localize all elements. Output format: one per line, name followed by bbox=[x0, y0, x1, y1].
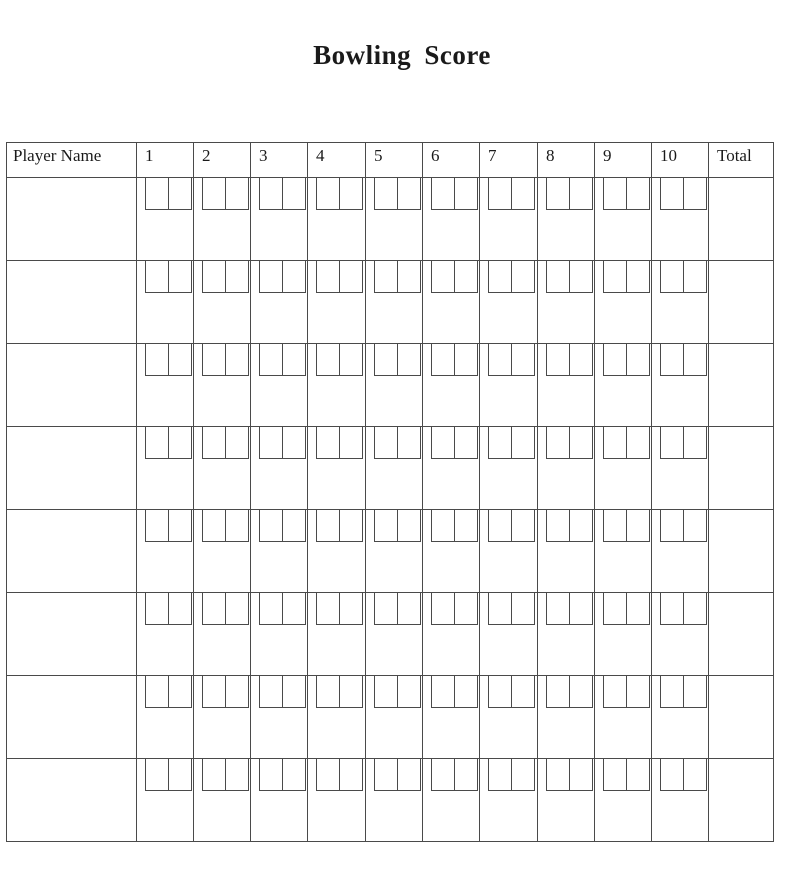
frame-score-cell[interactable] bbox=[595, 759, 652, 842]
mark-box-divider bbox=[626, 344, 627, 375]
ball-mark-boxes[interactable] bbox=[145, 759, 192, 791]
mark-box-divider bbox=[626, 261, 627, 292]
frame-score-cell[interactable] bbox=[251, 178, 308, 261]
ball-mark-boxes[interactable] bbox=[202, 427, 249, 459]
total-score-cell[interactable] bbox=[709, 759, 774, 842]
frame-score-cell[interactable] bbox=[251, 344, 308, 427]
frame-score-cell[interactable] bbox=[137, 676, 194, 759]
player-row bbox=[7, 759, 774, 842]
header-row bbox=[7, 143, 774, 178]
total-header: Total bbox=[709, 143, 774, 178]
frame-score-cell[interactable] bbox=[194, 427, 251, 510]
frame-score-cell[interactable] bbox=[423, 676, 480, 759]
ball-mark-boxes[interactable] bbox=[145, 427, 192, 459]
ball-mark-boxes[interactable] bbox=[660, 510, 707, 542]
frame-score-cell[interactable] bbox=[308, 427, 366, 510]
ball-mark-boxes[interactable] bbox=[660, 261, 707, 293]
ball-mark-boxes[interactable] bbox=[145, 261, 192, 293]
mark-box-divider bbox=[454, 676, 455, 707]
frame-score-cell[interactable] bbox=[366, 261, 423, 344]
player-row bbox=[7, 344, 774, 427]
player-name-cell[interactable] bbox=[7, 178, 137, 261]
frame-score-cell[interactable] bbox=[538, 344, 595, 427]
mark-box-divider bbox=[683, 759, 684, 790]
frame-score-cell[interactable] bbox=[480, 427, 538, 510]
ball-mark-boxes[interactable] bbox=[316, 510, 363, 542]
ball-mark-boxes[interactable] bbox=[603, 261, 650, 293]
frame-score-cell[interactable] bbox=[538, 759, 595, 842]
frame-score-cell[interactable] bbox=[251, 759, 308, 842]
mark-box-divider bbox=[397, 344, 398, 375]
ball-mark-boxes[interactable] bbox=[374, 759, 421, 791]
ball-mark-boxes[interactable] bbox=[546, 427, 593, 459]
frame-score-cell[interactable] bbox=[308, 676, 366, 759]
mark-box-divider bbox=[454, 510, 455, 541]
frame-header: 7 bbox=[480, 143, 538, 178]
ball-mark-boxes[interactable] bbox=[488, 178, 535, 210]
frame-score-cell[interactable] bbox=[251, 510, 308, 593]
ball-mark-boxes[interactable] bbox=[488, 676, 535, 708]
mark-box-divider bbox=[626, 676, 627, 707]
frame-header: 5 bbox=[366, 143, 423, 178]
ball-mark-boxes[interactable] bbox=[546, 510, 593, 542]
frame-score-cell[interactable] bbox=[366, 178, 423, 261]
frame-score-cell[interactable] bbox=[194, 593, 251, 676]
frame-score-cell[interactable] bbox=[480, 510, 538, 593]
frame-score-cell[interactable] bbox=[137, 178, 194, 261]
ball-mark-boxes[interactable] bbox=[546, 593, 593, 625]
frame-score-cell[interactable] bbox=[480, 178, 538, 261]
frame-score-cell[interactable] bbox=[480, 344, 538, 427]
frame-score-cell[interactable] bbox=[595, 510, 652, 593]
ball-mark-boxes[interactable] bbox=[145, 510, 192, 542]
mark-box-divider bbox=[626, 593, 627, 624]
mark-box-divider bbox=[225, 510, 226, 541]
mark-box-divider bbox=[225, 759, 226, 790]
mark-box-divider bbox=[339, 676, 340, 707]
player-name-cell[interactable] bbox=[7, 759, 137, 842]
frame-score-cell[interactable] bbox=[652, 759, 709, 842]
player-name-cell[interactable] bbox=[7, 344, 137, 427]
frame-score-cell[interactable] bbox=[194, 676, 251, 759]
mark-box-divider bbox=[454, 427, 455, 458]
frame-score-cell[interactable] bbox=[308, 178, 366, 261]
frame-score-cell[interactable] bbox=[137, 759, 194, 842]
frame-score-cell[interactable] bbox=[366, 676, 423, 759]
frame-score-cell[interactable] bbox=[423, 178, 480, 261]
mark-box-divider bbox=[569, 427, 570, 458]
mark-box-divider bbox=[626, 427, 627, 458]
ball-mark-boxes[interactable] bbox=[488, 593, 535, 625]
frame-score-cell[interactable] bbox=[538, 178, 595, 261]
ball-mark-boxes[interactable] bbox=[603, 510, 650, 542]
frame-score-cell[interactable] bbox=[480, 593, 538, 676]
frame-score-cell[interactable] bbox=[595, 344, 652, 427]
ball-mark-boxes[interactable] bbox=[374, 676, 421, 708]
player-name-cell[interactable] bbox=[7, 593, 137, 676]
frame-header: 4 bbox=[308, 143, 366, 178]
mark-box-divider bbox=[282, 593, 283, 624]
frame-header: 3 bbox=[251, 143, 308, 178]
frame-header: 10 bbox=[652, 143, 709, 178]
mark-box-divider bbox=[454, 178, 455, 209]
ball-mark-boxes[interactable] bbox=[374, 261, 421, 293]
mark-box-divider bbox=[683, 427, 684, 458]
mark-box-divider bbox=[511, 593, 512, 624]
ball-mark-boxes[interactable] bbox=[660, 759, 707, 791]
mark-box-divider bbox=[397, 510, 398, 541]
frame-score-cell[interactable] bbox=[423, 593, 480, 676]
frame-score-cell[interactable] bbox=[652, 261, 709, 344]
ball-mark-boxes[interactable] bbox=[546, 344, 593, 376]
ball-mark-boxes[interactable] bbox=[202, 178, 249, 210]
ball-mark-boxes[interactable] bbox=[259, 178, 306, 210]
mark-box-divider bbox=[683, 510, 684, 541]
mark-box-divider bbox=[626, 178, 627, 209]
frame-score-cell[interactable] bbox=[308, 510, 366, 593]
ball-mark-boxes[interactable] bbox=[374, 344, 421, 376]
ball-mark-boxes[interactable] bbox=[488, 510, 535, 542]
frame-score-cell[interactable] bbox=[652, 178, 709, 261]
ball-mark-boxes[interactable] bbox=[603, 178, 650, 210]
ball-mark-boxes[interactable] bbox=[202, 344, 249, 376]
ball-mark-boxes[interactable] bbox=[316, 178, 363, 210]
mark-box-divider bbox=[339, 759, 340, 790]
frame-score-cell[interactable] bbox=[595, 593, 652, 676]
player-row bbox=[7, 427, 774, 510]
page-title: Bowling Score bbox=[313, 40, 491, 70]
frame-score-cell[interactable] bbox=[137, 593, 194, 676]
ball-mark-boxes[interactable] bbox=[202, 510, 249, 542]
mark-box-divider bbox=[397, 261, 398, 292]
mark-box-divider bbox=[168, 676, 169, 707]
mark-box-divider bbox=[397, 593, 398, 624]
ball-mark-boxes[interactable] bbox=[546, 261, 593, 293]
mark-box-divider bbox=[397, 427, 398, 458]
ball-mark-boxes[interactable] bbox=[374, 178, 421, 210]
frame-score-cell[interactable] bbox=[480, 676, 538, 759]
total-score-cell[interactable] bbox=[709, 344, 774, 427]
mark-box-divider bbox=[168, 178, 169, 209]
mark-box-divider bbox=[168, 759, 169, 790]
total-score-cell[interactable] bbox=[709, 593, 774, 676]
frame-score-cell[interactable] bbox=[366, 593, 423, 676]
ball-mark-boxes[interactable] bbox=[374, 427, 421, 459]
score-table bbox=[6, 142, 774, 842]
mark-box-divider bbox=[397, 676, 398, 707]
ball-mark-boxes[interactable] bbox=[316, 344, 363, 376]
mark-box-divider bbox=[511, 427, 512, 458]
mark-box-divider bbox=[683, 261, 684, 292]
ball-mark-boxes[interactable] bbox=[145, 593, 192, 625]
frame-score-cell[interactable] bbox=[251, 676, 308, 759]
mark-box-divider bbox=[511, 510, 512, 541]
mark-box-divider bbox=[168, 427, 169, 458]
frame-score-cell[interactable] bbox=[595, 178, 652, 261]
ball-mark-boxes[interactable] bbox=[259, 510, 306, 542]
frame-score-cell[interactable] bbox=[194, 759, 251, 842]
ball-mark-boxes[interactable] bbox=[546, 178, 593, 210]
ball-mark-boxes[interactable] bbox=[316, 759, 363, 791]
ball-mark-boxes[interactable] bbox=[603, 759, 650, 791]
ball-mark-boxes[interactable] bbox=[431, 510, 478, 542]
player-name-cell[interactable] bbox=[7, 427, 137, 510]
frame-score-cell[interactable] bbox=[538, 593, 595, 676]
frame-score-cell[interactable] bbox=[652, 510, 709, 593]
mark-box-divider bbox=[225, 427, 226, 458]
frame-score-cell[interactable] bbox=[366, 510, 423, 593]
frame-score-cell[interactable] bbox=[137, 510, 194, 593]
mark-box-divider bbox=[626, 759, 627, 790]
ball-mark-boxes[interactable] bbox=[488, 344, 535, 376]
mark-box-divider bbox=[339, 178, 340, 209]
mark-box-divider bbox=[397, 759, 398, 790]
ball-mark-boxes[interactable] bbox=[660, 178, 707, 210]
frame-score-cell[interactable] bbox=[308, 593, 366, 676]
ball-mark-boxes[interactable] bbox=[431, 593, 478, 625]
ball-mark-boxes[interactable] bbox=[431, 759, 478, 791]
player-row bbox=[7, 510, 774, 593]
mark-box-divider bbox=[511, 676, 512, 707]
frame-score-cell[interactable] bbox=[480, 759, 538, 842]
frame-score-cell[interactable] bbox=[366, 759, 423, 842]
total-score-cell[interactable] bbox=[709, 676, 774, 759]
total-score-cell[interactable] bbox=[709, 261, 774, 344]
score-body bbox=[7, 178, 774, 842]
mark-box-divider bbox=[454, 593, 455, 624]
mark-box-divider bbox=[282, 676, 283, 707]
mark-box-divider bbox=[454, 344, 455, 375]
mark-box-divider bbox=[569, 593, 570, 624]
frame-score-cell[interactable] bbox=[423, 344, 480, 427]
frame-score-cell[interactable] bbox=[194, 344, 251, 427]
frame-score-cell[interactable] bbox=[137, 427, 194, 510]
mark-box-divider bbox=[282, 178, 283, 209]
frame-score-cell[interactable] bbox=[366, 344, 423, 427]
frame-score-cell[interactable] bbox=[595, 261, 652, 344]
frame-score-cell[interactable] bbox=[423, 261, 480, 344]
player-row bbox=[7, 676, 774, 759]
frame-score-cell[interactable] bbox=[480, 261, 538, 344]
ball-mark-boxes[interactable] bbox=[546, 676, 593, 708]
mark-box-divider bbox=[511, 261, 512, 292]
mark-box-divider bbox=[569, 261, 570, 292]
player-name-cell[interactable] bbox=[7, 261, 137, 344]
frame-score-cell[interactable] bbox=[194, 178, 251, 261]
ball-mark-boxes[interactable] bbox=[546, 759, 593, 791]
player-name-cell[interactable] bbox=[7, 676, 137, 759]
frame-header: 9 bbox=[595, 143, 652, 178]
mark-box-divider bbox=[683, 593, 684, 624]
frame-score-cell[interactable] bbox=[308, 759, 366, 842]
ball-mark-boxes[interactable] bbox=[316, 676, 363, 708]
total-score-cell[interactable] bbox=[709, 178, 774, 261]
ball-mark-boxes[interactable] bbox=[259, 676, 306, 708]
player-name-header: Player Name bbox=[7, 143, 137, 178]
mark-box-divider bbox=[569, 344, 570, 375]
mark-box-divider bbox=[282, 510, 283, 541]
frame-score-cell[interactable] bbox=[423, 510, 480, 593]
frame-header: 2 bbox=[194, 143, 251, 178]
ball-mark-boxes[interactable] bbox=[488, 427, 535, 459]
mark-box-divider bbox=[454, 261, 455, 292]
frame-score-cell[interactable] bbox=[194, 510, 251, 593]
frame-score-cell[interactable] bbox=[251, 261, 308, 344]
player-row bbox=[7, 178, 774, 261]
mark-box-divider bbox=[339, 427, 340, 458]
ball-mark-boxes[interactable] bbox=[431, 676, 478, 708]
ball-mark-boxes[interactable] bbox=[431, 261, 478, 293]
frame-header: 1 bbox=[137, 143, 194, 178]
ball-mark-boxes[interactable] bbox=[488, 759, 535, 791]
mark-box-divider bbox=[569, 759, 570, 790]
frame-score-cell[interactable] bbox=[652, 427, 709, 510]
ball-mark-boxes[interactable] bbox=[374, 593, 421, 625]
ball-mark-boxes[interactable] bbox=[603, 344, 650, 376]
mark-box-divider bbox=[454, 759, 455, 790]
mark-box-divider bbox=[225, 593, 226, 624]
mark-box-divider bbox=[282, 261, 283, 292]
frame-score-cell[interactable] bbox=[251, 427, 308, 510]
ball-mark-boxes[interactable] bbox=[431, 178, 478, 210]
mark-box-divider bbox=[569, 178, 570, 209]
frame-score-cell[interactable] bbox=[194, 261, 251, 344]
frame-score-cell[interactable] bbox=[366, 427, 423, 510]
total-score-cell[interactable] bbox=[709, 427, 774, 510]
mark-box-divider bbox=[569, 510, 570, 541]
frame-score-cell[interactable] bbox=[652, 344, 709, 427]
ball-mark-boxes[interactable] bbox=[603, 676, 650, 708]
frame-score-cell[interactable] bbox=[308, 344, 366, 427]
ball-mark-boxes[interactable] bbox=[660, 593, 707, 625]
mark-box-divider bbox=[683, 178, 684, 209]
mark-box-divider bbox=[282, 344, 283, 375]
ball-mark-boxes[interactable] bbox=[660, 427, 707, 459]
ball-mark-boxes[interactable] bbox=[202, 593, 249, 625]
player-name-cell[interactable] bbox=[7, 510, 137, 593]
frame-score-cell[interactable] bbox=[652, 676, 709, 759]
mark-box-divider bbox=[511, 759, 512, 790]
frame-score-cell[interactable] bbox=[538, 261, 595, 344]
frame-score-cell[interactable] bbox=[137, 261, 194, 344]
mark-box-divider bbox=[397, 178, 398, 209]
ball-mark-boxes[interactable] bbox=[202, 759, 249, 791]
ball-mark-boxes[interactable] bbox=[488, 261, 535, 293]
mark-box-divider bbox=[168, 261, 169, 292]
mark-box-divider bbox=[339, 510, 340, 541]
mark-box-divider bbox=[168, 510, 169, 541]
frame-score-cell[interactable] bbox=[308, 261, 366, 344]
ball-mark-boxes[interactable] bbox=[316, 261, 363, 293]
mark-box-divider bbox=[282, 427, 283, 458]
ball-mark-boxes[interactable] bbox=[145, 178, 192, 210]
mark-box-divider bbox=[339, 261, 340, 292]
ball-mark-boxes[interactable] bbox=[259, 593, 306, 625]
frame-score-cell[interactable] bbox=[137, 344, 194, 427]
ball-mark-boxes[interactable] bbox=[202, 676, 249, 708]
mark-box-divider bbox=[511, 344, 512, 375]
frame-score-cell[interactable] bbox=[652, 593, 709, 676]
mark-box-divider bbox=[225, 676, 226, 707]
ball-mark-boxes[interactable] bbox=[660, 344, 707, 376]
ball-mark-boxes[interactable] bbox=[316, 427, 363, 459]
ball-mark-boxes[interactable] bbox=[259, 427, 306, 459]
frame-score-cell[interactable] bbox=[538, 510, 595, 593]
ball-mark-boxes[interactable] bbox=[202, 261, 249, 293]
mark-box-divider bbox=[225, 344, 226, 375]
mark-box-divider bbox=[683, 676, 684, 707]
mark-box-divider bbox=[282, 759, 283, 790]
ball-mark-boxes[interactable] bbox=[259, 759, 306, 791]
ball-mark-boxes[interactable] bbox=[259, 344, 306, 376]
ball-mark-boxes[interactable] bbox=[145, 344, 192, 376]
total-score-cell[interactable] bbox=[709, 510, 774, 593]
frame-header: 8 bbox=[538, 143, 595, 178]
mark-box-divider bbox=[626, 510, 627, 541]
mark-box-divider bbox=[339, 344, 340, 375]
ball-mark-boxes[interactable] bbox=[660, 676, 707, 708]
frame-score-cell[interactable] bbox=[595, 676, 652, 759]
ball-mark-boxes[interactable] bbox=[431, 344, 478, 376]
ball-mark-boxes[interactable] bbox=[603, 593, 650, 625]
frame-score-cell[interactable] bbox=[251, 593, 308, 676]
ball-mark-boxes[interactable] bbox=[316, 593, 363, 625]
frame-score-cell[interactable] bbox=[595, 427, 652, 510]
ball-mark-boxes[interactable] bbox=[603, 427, 650, 459]
frame-score-cell[interactable] bbox=[423, 427, 480, 510]
mark-box-divider bbox=[683, 344, 684, 375]
mark-box-divider bbox=[168, 593, 169, 624]
mark-box-divider bbox=[339, 593, 340, 624]
frame-header: 6 bbox=[423, 143, 480, 178]
mark-box-divider bbox=[569, 676, 570, 707]
ball-mark-boxes[interactable] bbox=[259, 261, 306, 293]
player-row bbox=[7, 261, 774, 344]
mark-box-divider bbox=[168, 344, 169, 375]
ball-mark-boxes[interactable] bbox=[145, 676, 192, 708]
ball-mark-boxes[interactable] bbox=[431, 427, 478, 459]
mark-box-divider bbox=[225, 178, 226, 209]
frame-score-cell[interactable] bbox=[538, 427, 595, 510]
player-row bbox=[7, 593, 774, 676]
frame-score-cell[interactable] bbox=[538, 676, 595, 759]
mark-box-divider bbox=[225, 261, 226, 292]
mark-box-divider bbox=[511, 178, 512, 209]
frame-score-cell[interactable] bbox=[423, 759, 480, 842]
ball-mark-boxes[interactable] bbox=[374, 510, 421, 542]
